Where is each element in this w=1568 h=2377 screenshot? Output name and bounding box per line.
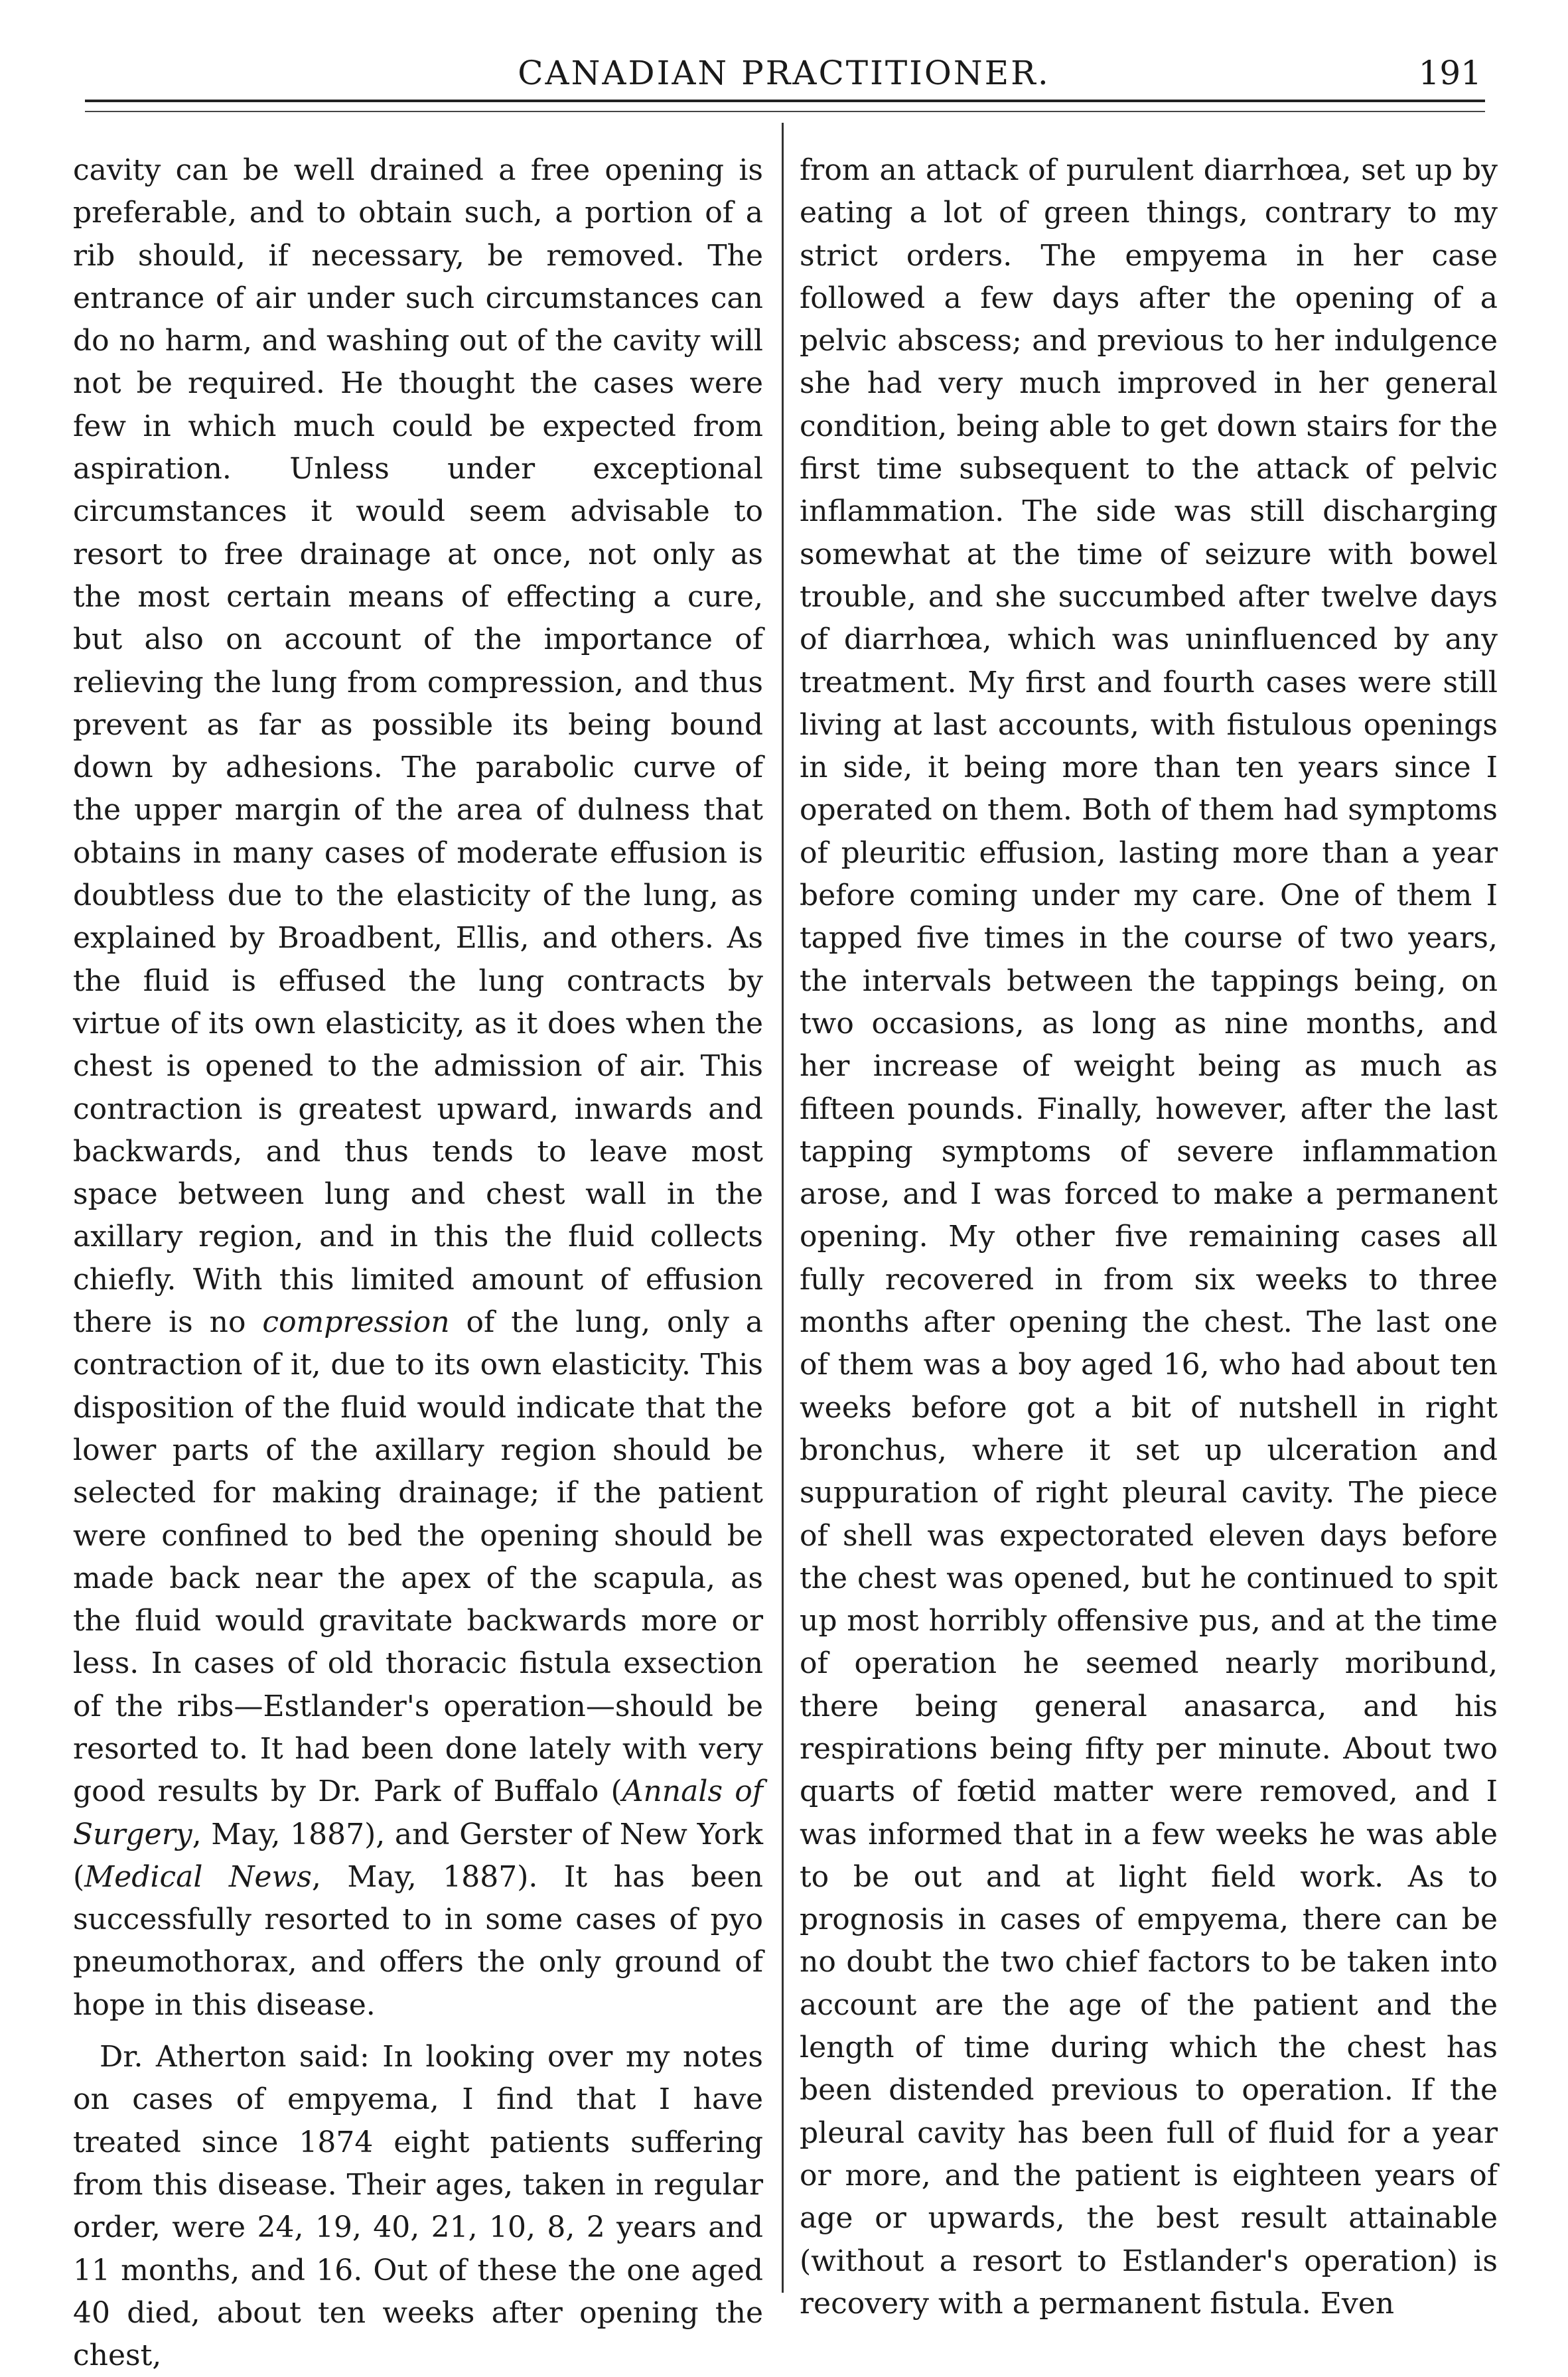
right-paragraph-1: from an attack of purulent diarrhœa, set up by eating a lot of green things, contrary to my strict orders. The empyema in her case followed a few days after the opening of a pelvic abscess; and previous to her indulgence she had very much improved in her general condition, being able to get down stairs for the first time subsequent to the attack of pelvic inflammation. The side was still discharging somewhat at the time of seizure with bowel trouble, and she succumbed after twelve days of diarrhœa, which was uninfluenced by any treatment. My first and fourth cases were still living at last accounts, with fistulous openings in side, it being more than ten years since I operated on them. Both of them had symptoms of pleuritic effusion, lasting more than a year before coming under my care. One of them I tapped five times in the course of two years, the intervals between the tappings being, on two occasions, as long as nine months, and her increase of weight being as much as fifteen pounds. Finally, however, after the last tapping symptoms of severe inflammation arose, and I was forced to make a permanent opening. My other five remaining cases all fully recovered in from six weeks to three months after opening the chest. The last one of them was a boy aged 16, who had about ten weeks before got a bit of nutshell in right bronchus, where it set up ulceration and suppuration of right pleural cavity. The piece of shell was expectorated eleven days before the chest was opened, but he continued to spit up most horribly offensive pus, and at the time of operation he seemed nearly moribund, there being general anasarca, and his respirations being fifty per minute. About two quarts of fœtid matter were removed, and I was informed that in a few weeks he was able to be out and at light field work. As to prognosis in cases of empyema, there can be no doubt the two chief factors to be taken into account are the age of the patient and the length of time during which the chest has been distended previous to operation. If the pleural cavity has been full of fluid for a year or more, and the patient is eighteen years of age or upwards, the best result attainable (without a resort to Estlander's operation) is recovery with a permanent fistula. Even bbox=[800, 153, 1498, 2321]
page-header bbox=[73, 46, 1495, 100]
running-title: CANADIAN PRACTITIONER. bbox=[518, 54, 1050, 92]
left-column bbox=[73, 149, 763, 2377]
text-run: , May, 1887), and Gerster of New York ( bbox=[73, 1817, 763, 1894]
header-rule-thin bbox=[85, 111, 1485, 112]
right-column bbox=[800, 149, 1498, 2325]
header-rule-thick bbox=[85, 100, 1485, 102]
text-run: cavity can be well drained a free opening is preferable, and to obtain such, a portion of a rib should, if necessary, be removed. The entrance of air under such circumstances can do no harm, and washing out of the cavity will not be required. He thought the cases were few in which much could be expected from aspiration. Unless under exceptional circumstances it would seem advisable to resort to free drainage at once, not only as the most certain means of effecting a cure, but also on account of the importance of relieving the lung from compression, and thus prevent as far as possible its being bound down by adhesions. The parabolic curve of the upper margin of the area of dulness that obtains in many cases of moderate effusion is doubtless due to the elasticity of the lung, as explained by Broadbent, Ellis, and others. As the fluid is effused the lung contracts by virtue of its own elasticity, as it does when the chest is opened to the admission of air. This contraction is greatest upward, inwards and backwards, and thus tends to leave most space between lung and chest wall in the axillary region, and in this the fluid collects chiefly. With this limited amount of effusion there is no bbox=[73, 153, 763, 1340]
italic-term: compression bbox=[262, 1305, 450, 1340]
page-number: 191 bbox=[1418, 54, 1482, 92]
column-divider bbox=[782, 123, 784, 2293]
text-run: , May, 1887). It has been successfully resorted to in some cases of pyo pneumothorax, and offers the only ground of hope in this disease. bbox=[73, 1859, 763, 2022]
text-run: of the lung, only a contraction of it, due to its own elasticity. This disposition of the fluid would indicate that the lower parts of the axillary region should be selected for making drainage; if the patient were confined to bed the opening should be made back near the apex of the scapula, as the fluid would gravitate backwards more or less. In cases of old thoracic fistula exsection of the ribs—Estlander's operation—should be resorted to. It had been done lately with very good results by Dr. Park of Buffalo ( bbox=[73, 1305, 763, 1809]
left-paragraph-2: Dr. Atherton said: In looking over my notes on cases of empyema, I find that I have treated since 1874 eight patients suffering from this disease. Their ages, taken in regular order, were 24, 19, 40, 21, 10, 8, 2 years and 11 months, and 16. Out of these the one aged 40 died, about ten weeks after opening the chest, bbox=[73, 2040, 763, 2373]
left-paragraph-1 bbox=[73, 149, 763, 2027]
italic-citation: Annals of Surgery bbox=[73, 1774, 763, 1851]
italic-citation: Medical News bbox=[84, 1859, 312, 1894]
